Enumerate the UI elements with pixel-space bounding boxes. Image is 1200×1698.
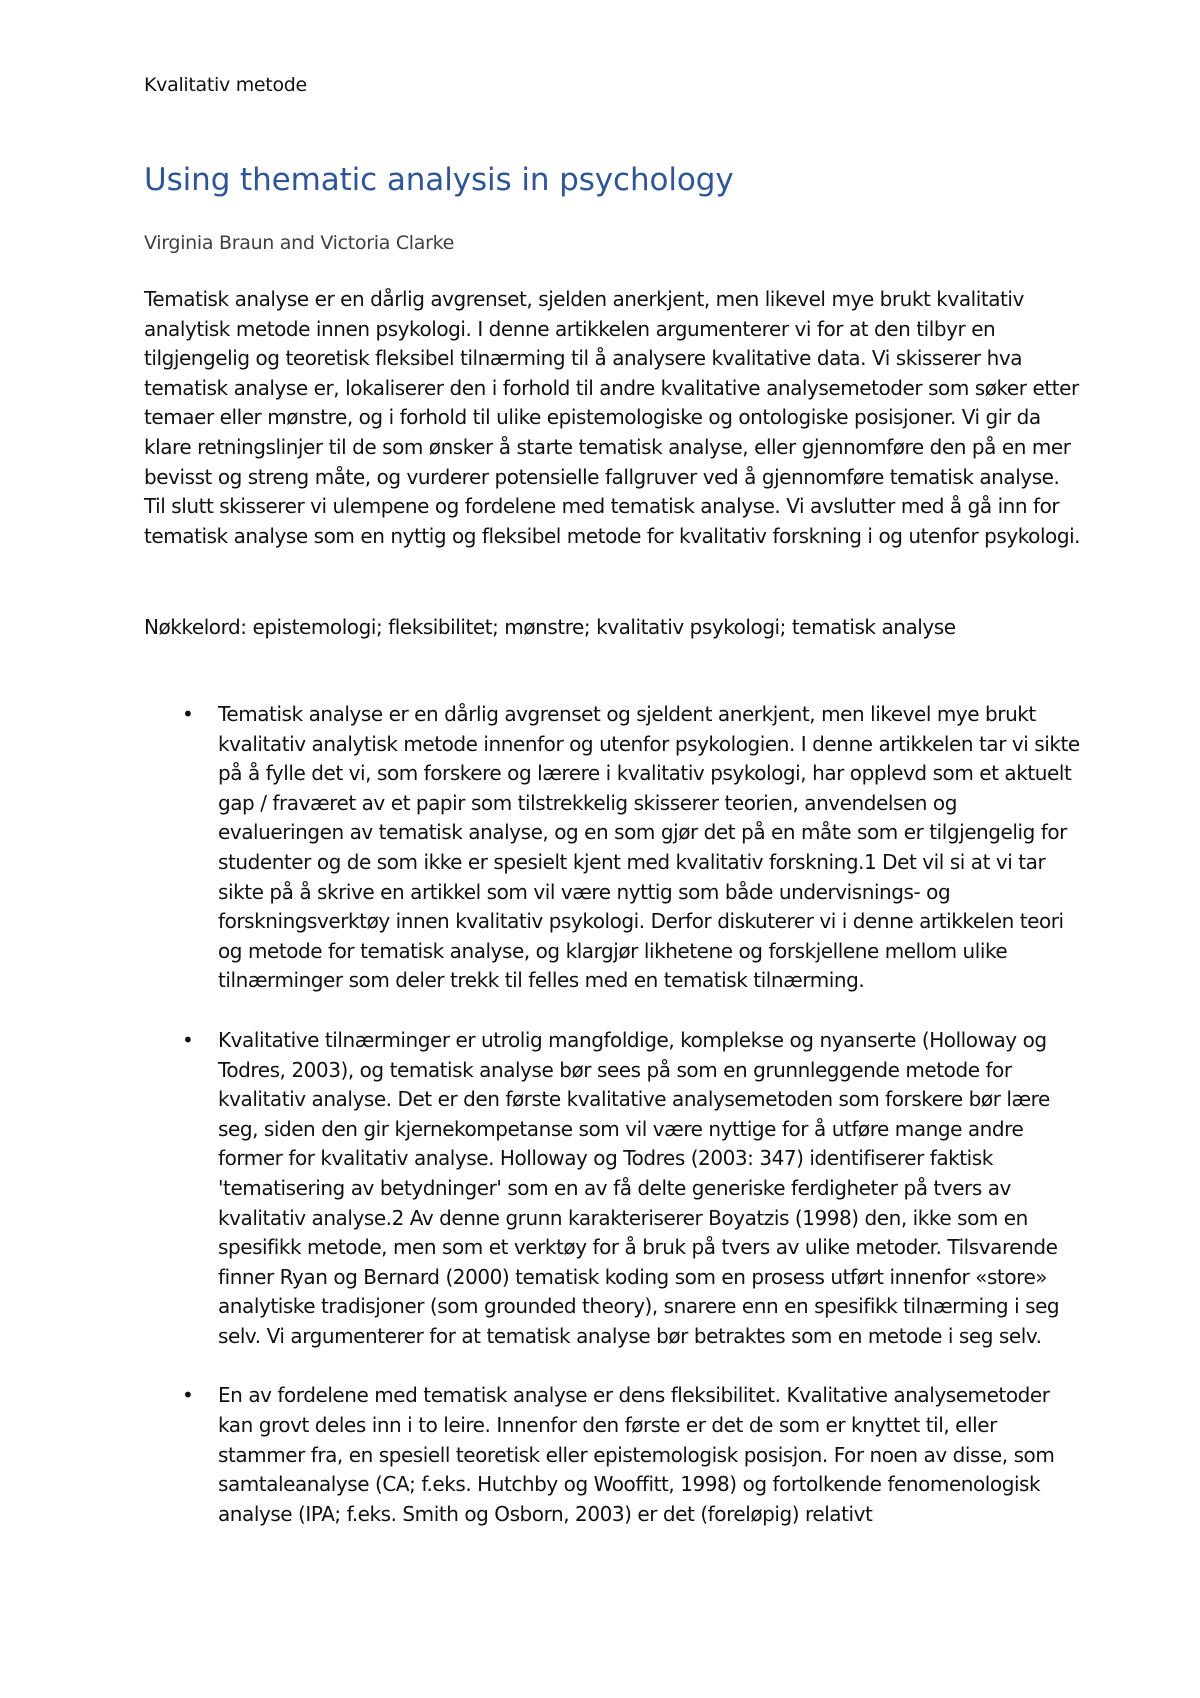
page-header: Kvalitativ metode [144,74,307,96]
bullet-icon: • [182,1383,194,1408]
article-title: Using thematic analysis in psychology [144,162,734,198]
bullet-list [144,700,1084,1559]
list-item [144,1026,1084,1352]
keywords-line: Nøkkelord: epistemologi; fleksibilitet; mønstre; kvalitativ psykologi; tematisk analyse [144,615,956,639]
bullet-icon: • [182,1027,194,1052]
list-item [144,1381,1084,1529]
bullet-text: Kvalitative tilnærminger er utrolig mangfoldige, komplekse og nyanserte (Holloway og Todres, 2003), og tematisk analyse bør sees på som en grunnleggende metode for kvalitativ analyse. Det er den første kvalitative analysemetoden som forskere bør lære seg, siden den gir kjernekompetanse som vil være nyttige for å utføre mange andre former for kvalitativ analyse. Holloway og Todres (2003: 347) identifiserer faktisk 'tematisering av betydninger' som en av få delte generiske ferdigheter på tvers av kvalitativ analyse.2 Av denne grunn karakteriserer Boyatzis (1998) den, ikke som en spesifikk metode, men som et verktøy for å bruk på tvers av ulike metoder. Tilsvarende finner Ryan og Bernard (2000) tematisk koding som en prosess utført innenfor «store» analytiske tradisjoner (som grounded theory), snarere enn en spesifikk tilnærming i seg selv. Vi argumenterer for at tematisk analyse bør betraktes som en metode i seg selv. [218,1027,1060,1348]
bullet-text: En av fordelene med tematisk analyse er dens fleksibilitet. Kvalitative analysemetoder kan grovt deles inn i to leire. Innenfor den første er det de som er knyttet til, eller stammer fra, en spesiell teoretisk eller epistemologisk posisjon. For noen av disse, som samtaleanalyse (CA; f.eks. Hutchby og Wooffitt, 1998) og fortolkende fenomenologisk analyse (IPA; f.eks. Smith og Osborn, 2003) er det (foreløpig) relativt [218,1383,1055,1526]
list-item [144,700,1084,996]
article-authors: Virginia Braun and Victoria Clarke [144,232,455,254]
abstract-paragraph: Tematisk analyse er en dårlig avgrenset, sjelden anerkjent, men likevel mye brukt kvalitativ analytisk metode innen psykologi. I denne artikkelen argumenterer vi for at den tilbyr en tilgjengelig og teoretisk fleksibel tilnærming til å analysere kvalitative data. Vi skisserer hva tematisk analyse er, lokaliserer den i forhold til andre kvalitative analysemetoder som søker etter temaer eller mønstre, og i forhold til ulike epistemologiske og ontologiske posisjoner. Vi gir da klare retningslinjer til de som ønsker å starte tematisk analyse, eller gjennomføre den på en mer bevisst og streng måte, og vurderer potensielle fallgruver ved å gjennomføre tematisk analyse. Til slutt skisserer vi ulempene og fordelene med tematisk analyse. Vi avslutter med å gå inn for tematisk analyse som en nyttig og fleksibel metode for kvalitativ forskning i og utenfor psykologi. [144,287,1081,548]
bullet-text: Tematisk analyse er en dårlig avgrenset og sjeldent anerkjent, men likevel mye brukt kvalitativ analytisk metode innenfor og utenfor psykologien. I denne artikkelen tar vi sikte på å fylle det vi, som forskere og lærere i kvalitativ psykologi, har opplevd som et aktuelt gap / fraværet av et papir som tilstrekkelig skisserer teorien, anvendelsen og evalueringen av tematisk analyse, og en som gjør det på en måte som er tilgjengelig for studenter og de som ikke er spesielt kjent med kvalitativ forskning.1 Det vil si at vi tar sikte på å skrive en artikkel som vil være nyttig som både undervisnings- og forskningsverktøy innen kvalitativ psykologi. Derfor diskuterer vi i denne artikkelen teori og metode for tematisk analyse, og klargjør likhetene og forskjellene mellom ulike tilnærminger som deler trekk til felles med en tematisk tilnærming. [218,702,1080,993]
bullet-icon: • [182,702,194,726]
